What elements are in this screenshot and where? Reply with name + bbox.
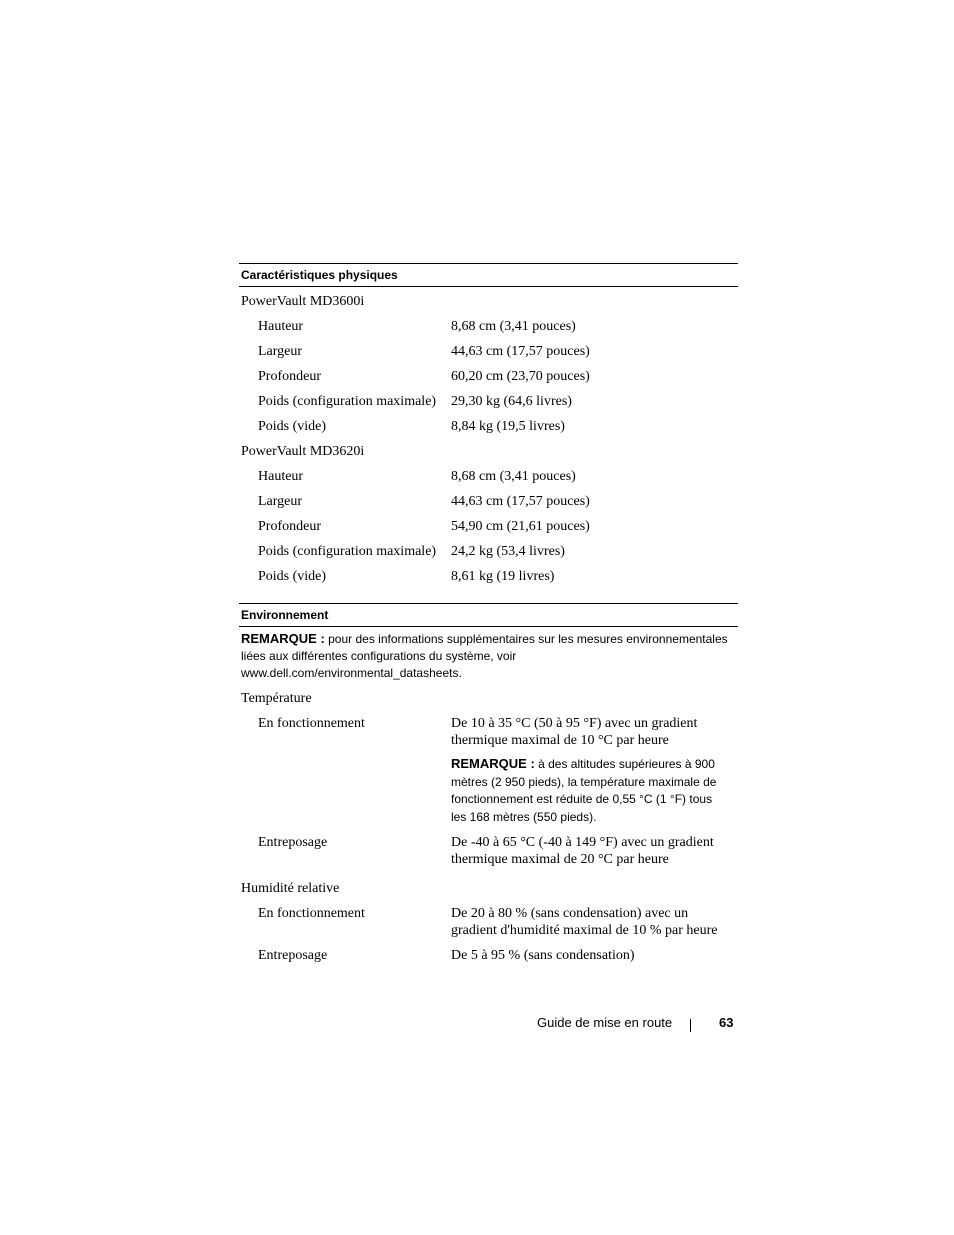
spec-row [239, 414, 738, 439]
spec-value: 54,90 cm (21,61 pouces) [451, 519, 590, 534]
spec-label: Entreposage [258, 835, 328, 850]
spec-value: 8,61 kg (19 livres) [451, 569, 555, 584]
spec-row [239, 464, 738, 489]
physical-group-md3620i [239, 439, 738, 589]
spec-label: Largeur [258, 494, 303, 509]
spec-label: Profondeur [258, 519, 321, 534]
spec-label: En fonctionnement [258, 716, 365, 731]
spec-label: Poids (configuration maximale) [258, 544, 437, 559]
note-text: pour des informations supplémentaires sur les mesures environnementales liées aux différentes configurations du système, voir [241, 632, 728, 663]
note-label: REMARQUE : [241, 631, 325, 646]
spec-row [239, 539, 738, 564]
group-title: PowerVault MD3600i [241, 294, 365, 309]
spec-row [239, 389, 738, 414]
spec-label: Profondeur [258, 369, 321, 384]
spec-value: De 5 à 95 % (sans condensation) [451, 948, 635, 963]
spec-row [239, 489, 738, 514]
physical-group-md3600i [239, 287, 738, 439]
spec-row [239, 564, 738, 589]
altitude-note [451, 755, 723, 826]
spec-table [239, 263, 738, 968]
spec-label: Hauteur [258, 469, 304, 484]
spec-row [239, 943, 738, 968]
spec-value: De -40 à 65 °C (-40 à 149 °F) avec un gradient thermique maximal de 20 °C par heure [451, 835, 714, 867]
humidity-group [239, 876, 738, 968]
spec-label: En fonctionnement [258, 906, 365, 921]
temperature-group [239, 686, 738, 872]
spec-row [239, 711, 738, 830]
note-end: . [458, 666, 462, 680]
spec-value [451, 715, 723, 826]
spec-value: 60,20 cm (23,70 pouces) [451, 369, 590, 384]
note-text: à des altitudes supérieures à 900 mètres (2 950 pieds), la température maximale de fonctionnement est réduite de 0,55 °C (1 °F) tous les 168 mètres (550 pieds). [451, 757, 717, 824]
footer-title: Guide de mise en route [537, 1015, 673, 1030]
spec-value: 44,63 cm (17,57 pouces) [451, 344, 590, 359]
spec-row [239, 339, 738, 364]
spec-label: Entreposage [258, 948, 328, 963]
spec-value: 8,84 kg (19,5 livres) [451, 419, 565, 434]
page-number: 63 [719, 1015, 734, 1030]
physical-section-heading: Caractéristiques physiques [239, 263, 738, 287]
spec-label: Poids (vide) [258, 419, 327, 434]
spec-value: De 20 à 80 % (sans condensation) avec un gradient d'humidité maximal de 10 % par heure [451, 906, 718, 938]
spec-row [239, 364, 738, 389]
group-title: PowerVault MD3620i [241, 444, 365, 459]
spec-row [239, 830, 738, 872]
spec-value: 44,63 cm (17,57 pouces) [451, 494, 590, 509]
spec-label: Poids (configuration maximale) [258, 394, 437, 409]
spec-label: Largeur [258, 344, 303, 359]
spec-value: 8,68 cm (3,41 pouces) [451, 469, 576, 484]
note-label: REMARQUE : [451, 756, 535, 771]
group-title: Humidité relative [241, 881, 340, 896]
spec-row [239, 314, 738, 339]
spec-value: 8,68 cm (3,41 pouces) [451, 319, 576, 334]
group-title: Température [241, 691, 312, 706]
datasheets-link[interactable]: www.dell.com/environmental_datasheets [241, 666, 459, 680]
footer-separator [690, 1019, 691, 1032]
spec-row [239, 901, 738, 943]
spec-label: Poids (vide) [258, 569, 327, 584]
spec-value: 29,30 kg (64,6 livres) [451, 394, 572, 409]
environment-note [239, 630, 738, 682]
environment-section-heading: Environnement [239, 603, 738, 627]
operating-temperature-value: De 10 à 35 °C (50 à 95 °F) avec un gradient thermique maximal de 10 °C par heure [451, 716, 698, 748]
spec-value: 24,2 kg (53,4 livres) [451, 544, 565, 559]
spec-row [239, 514, 738, 539]
spec-label: Hauteur [258, 319, 304, 334]
page-footer [537, 1015, 737, 1035]
